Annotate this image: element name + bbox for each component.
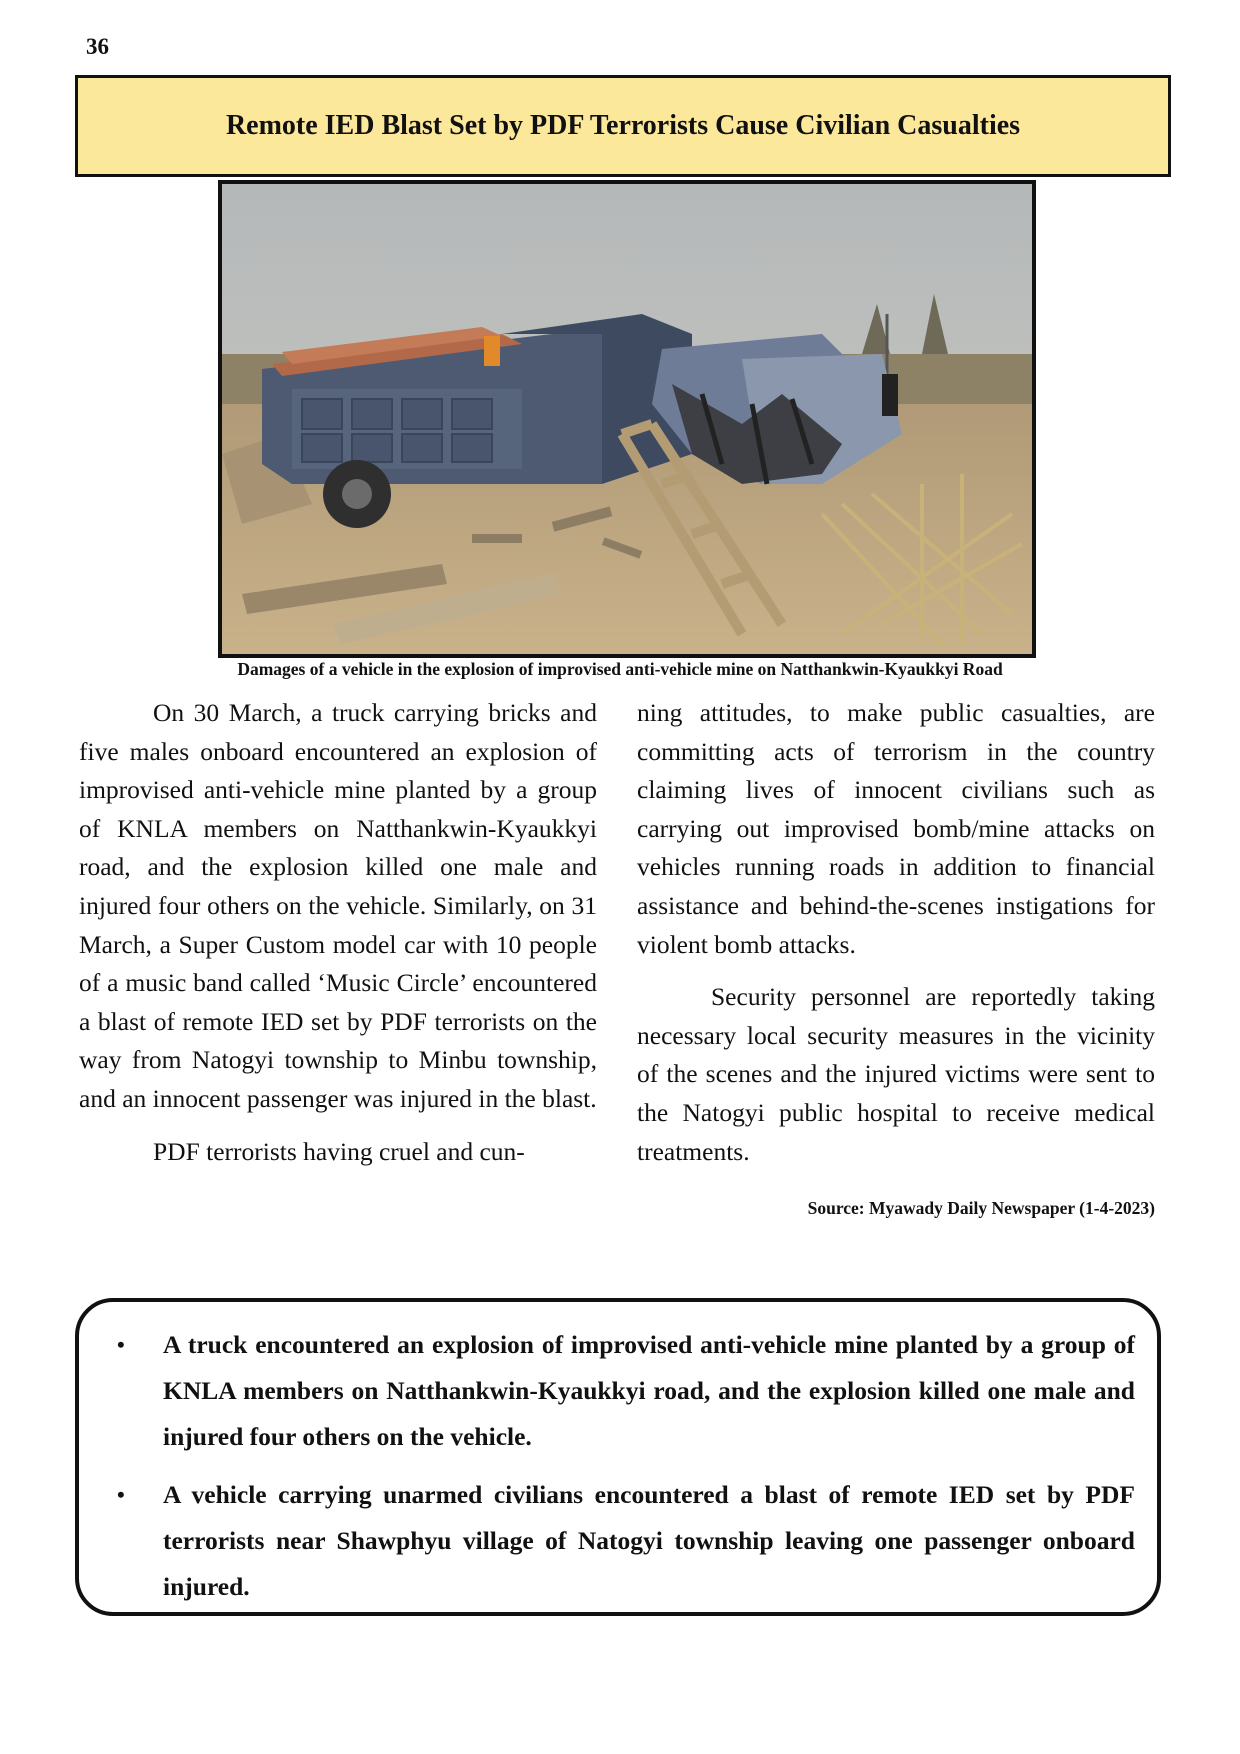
paragraph: Security personnel are reportedly taking necessary local security measures in the vicinity of the scenes and the injured victims were sent to the Natogyi public hospital to receive medical treatments.	[637, 982, 1155, 1166]
summary-item	[109, 1322, 1135, 1460]
article-column-left	[79, 694, 597, 1185]
summary-box	[75, 1298, 1161, 1616]
article-title: Remote IED Blast Set by PDF Terrorists Cause Civilian Casualties	[75, 75, 1171, 177]
article-column-right	[637, 694, 1155, 1228]
paragraph: ning attitudes, to make public casualties, are committing acts of terrorism in the country claiming lives of innocent civilians such as carrying out improvised bomb/mine attacks on vehicles running roads in addition to financial assistance and behind-the-scenes instigations for violent bomb attacks.	[637, 698, 1155, 959]
article-photo	[218, 180, 1036, 658]
paragraph: On 30 March, a truck carrying bricks and five males onboard encountered an explosion of improvised anti-vehicle mine planted by a group of KNLA members on Natthankwin-Kyaukkyi road, and the explosion killed one male and injured four others on the vehicle. Similarly, on 31 March, a Super Custom model car with 10 people of a music band called ‘Music Circle’ encountered a blast of remote IED set by PDF terrorists on the way from Natogyi township to Minbu township, and an innocent passenger was injured in the blast.	[79, 698, 597, 1113]
bullet-icon: •	[117, 1482, 125, 1507]
photo-caption: Damages of a vehicle in the explosion of improvised anti-vehicle mine on Natthankwin-Kyaukkyi Road	[237, 659, 1003, 679]
summary-list	[109, 1322, 1135, 1610]
summary-item	[109, 1472, 1135, 1610]
paragraph: PDF terrorists having cruel and cun-	[153, 1136, 525, 1166]
summary-text: A truck encountered an explosion of improvised anti-vehicle mine planted by a group of KNLA members on Natthankwin-Kyaukkyi road, and the explosion killed one male and injured four others on the vehicle.	[163, 1330, 1135, 1451]
page-number: 36	[86, 34, 109, 59]
summary-text: A vehicle carrying unarmed civilians encountered a blast of remote IED set by PDF terrorists near Shawphyu village of Natogyi township leaving one passenger onboard injured.	[163, 1480, 1135, 1601]
explosion-scene-photo	[222, 184, 1032, 654]
source-citation: Source: Myawady Daily Newspaper (1-4-2023)	[807, 1198, 1155, 1219]
bullet-icon: •	[117, 1332, 125, 1357]
